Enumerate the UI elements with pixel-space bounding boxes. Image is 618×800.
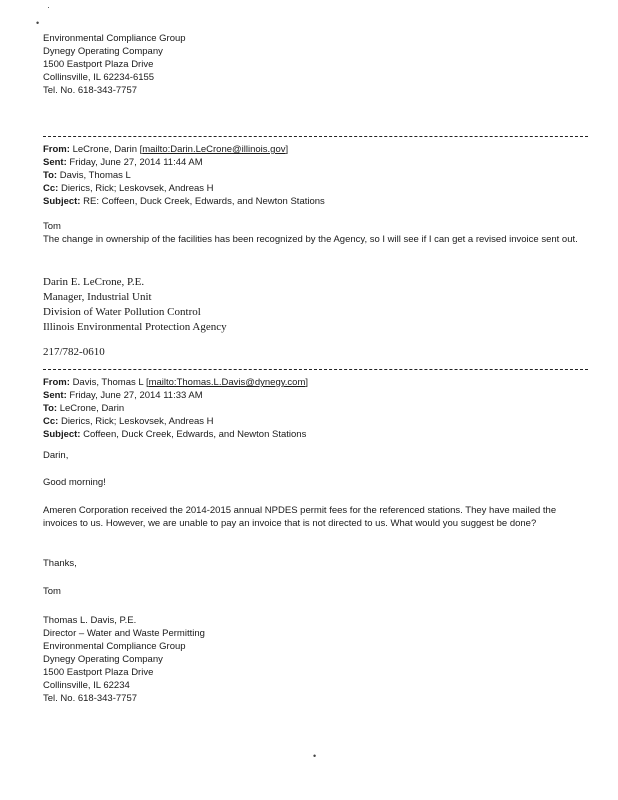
to-value: LeCrone, Darin	[59, 403, 125, 414]
cc-row	[43, 182, 588, 195]
from-close: ]	[305, 377, 309, 388]
from-email-link[interactable]: mailto:Darin.LeCrone@illinois.gov	[142, 144, 286, 155]
email2-good-morning	[43, 476, 588, 489]
to-label: To:	[43, 170, 58, 181]
subject-value: RE: Coffeen, Duck Creek, Edwards, and Newton Stations	[83, 196, 325, 207]
cc-label: Cc:	[43, 183, 59, 194]
page-tick-mark: ·	[47, 2, 50, 12]
to-row	[43, 402, 588, 415]
signature-bottom-block	[43, 614, 588, 705]
to-value: Davis, Thomas L	[59, 170, 131, 181]
to-row	[43, 169, 588, 182]
email1-body	[43, 220, 588, 246]
email2-name-text: Tom	[43, 586, 61, 597]
from-value: Davis, Thomas L [	[72, 377, 149, 388]
subject-label: Subject:	[43, 429, 81, 440]
to-label: To:	[43, 403, 58, 414]
sent-row	[43, 389, 588, 402]
signature-bottom-line: Tel. No. 618-343-7757	[43, 693, 138, 704]
signature-bottom-line: Director – Water and Waste Permitting	[43, 628, 205, 639]
darin-phone-text: 217/782-0610	[43, 346, 105, 358]
subject-label: Subject:	[43, 196, 81, 207]
from-label: From:	[43, 144, 70, 155]
subject-value: Coffeen, Duck Creek, Edwards, and Newton Stations	[83, 429, 307, 440]
signature-top-block	[43, 32, 588, 97]
email2-good-morning-text: Good morning!	[43, 477, 106, 488]
email2-body	[43, 504, 573, 530]
from-value: LeCrone, Darin [	[72, 144, 143, 155]
cc-label: Cc:	[43, 416, 59, 427]
from-label: From:	[43, 377, 70, 388]
signature-darin-line: Division of Water Pollution Control	[43, 306, 201, 318]
subject-row	[43, 195, 588, 208]
cc-value: Dierics, Rick; Leskovsek, Andreas H	[60, 416, 214, 427]
email1-greeting: Tom	[43, 221, 61, 232]
from-email-link[interactable]: mailto:Thomas.L.Davis@dynegy.com	[148, 377, 306, 388]
from-row	[43, 376, 588, 389]
page-dot-mark: •	[36, 18, 40, 28]
signature-top-line: 1500 Eastport Plaza Drive	[43, 59, 154, 70]
darin-phone	[43, 345, 588, 360]
signature-top-line: Collinsville, IL 62234-6155	[43, 72, 155, 83]
signature-darin-line: Darin E. LeCrone, P.E.	[43, 276, 145, 288]
signature-darin-block	[43, 275, 588, 335]
email2-thanks	[43, 557, 588, 570]
subject-row	[43, 428, 588, 441]
signature-top-line: Environmental Compliance Group	[43, 33, 186, 44]
sent-value: Friday, June 27, 2014 11:44 AM	[69, 157, 203, 168]
cc-value: Dierics, Rick; Leskovsek, Andreas H	[60, 183, 214, 194]
signature-bottom-line: Thomas L. Davis, P.E.	[43, 615, 137, 626]
sent-label: Sent:	[43, 390, 67, 401]
email2-greeting	[43, 449, 588, 462]
page-bottom-mark: •	[313, 751, 317, 761]
sent-row	[43, 156, 588, 169]
email2-header	[43, 376, 588, 441]
from-close: ]	[285, 144, 289, 155]
sent-label: Sent:	[43, 157, 67, 168]
signature-bottom-line: Environmental Compliance Group	[43, 641, 186, 652]
sent-value: Friday, June 27, 2014 11:33 AM	[69, 390, 203, 401]
email2-name	[43, 585, 588, 598]
from-row	[43, 143, 588, 156]
email2-body-text: Ameren Corporation received the 2014-2015 annual NPDES permit fees for the referenced stations. They have mailed the invoices to us. However, we are unable to pay an invoice that is not directed to us. What would you suggest be done?	[43, 505, 557, 529]
signature-bottom-line: 1500 Eastport Plaza Drive	[43, 667, 154, 678]
signature-darin-line: Manager, Industrial Unit	[43, 291, 152, 303]
signature-darin-line: Illinois Environmental Protection Agency	[43, 321, 227, 333]
signature-top-line: Dynegy Operating Company	[43, 46, 163, 57]
email2-thanks-text: Thanks,	[43, 558, 77, 569]
signature-top-line: Tel. No. 618-343-7757	[43, 85, 138, 96]
separator-line	[43, 136, 588, 137]
email2-greeting-text: Darin,	[43, 450, 69, 461]
signature-bottom-line: Collinsville, IL 62234	[43, 680, 130, 691]
separator-line	[43, 369, 588, 370]
email1-header	[43, 143, 588, 208]
cc-row	[43, 415, 588, 428]
signature-bottom-line: Dynegy Operating Company	[43, 654, 163, 665]
email1-body-text: The change in ownership of the facilities has been recognized by the Agency, so I will see if I can get a revised invoice sent out.	[43, 234, 578, 245]
